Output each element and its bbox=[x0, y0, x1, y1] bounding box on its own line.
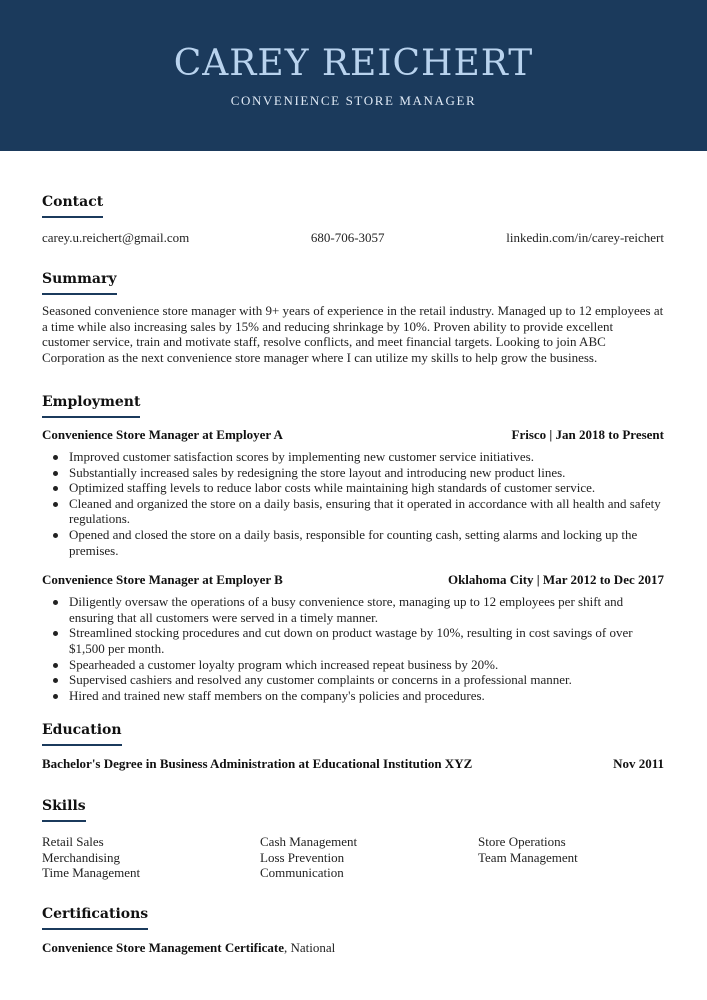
education-section bbox=[42, 721, 664, 772]
certification-name: Convenience Store Management Certificate bbox=[42, 940, 284, 955]
skills-list bbox=[42, 834, 664, 881]
certification-entry bbox=[42, 940, 664, 956]
contact-email[interactable]: carey.u.reichert@gmail.com bbox=[42, 230, 190, 245]
job-bullet: Cleaned and organized the store on a daily basis, ensuring that it operated in accordance with all health and safety regulations. bbox=[42, 496, 664, 527]
section-heading-summary: Summary bbox=[42, 271, 117, 287]
job-bullet: Diligently oversaw the operations of a busy convenience store, managing up to 12 employees per shift and ensuring that all customers were served in a timely manner. bbox=[42, 594, 664, 625]
section-heading-skills: Skills bbox=[42, 798, 86, 814]
heading-underline bbox=[42, 416, 140, 418]
resume-header bbox=[0, 0, 707, 151]
job-bullet: Optimized staffing levels to reduce labor costs while maintaining high standards of customer service. bbox=[42, 480, 664, 496]
job-bullet: Streamlined stocking procedures and cut down on product wastage by 10%, resulting in cost savings of over $1,500 per month. bbox=[42, 625, 664, 656]
heading-underline bbox=[42, 820, 86, 822]
section-heading-employment: Employment bbox=[42, 394, 141, 410]
heading-underline bbox=[42, 928, 148, 930]
heading-underline bbox=[42, 216, 103, 218]
section-heading-education: Education bbox=[42, 722, 122, 738]
skill-item: Loss Prevention bbox=[260, 849, 345, 865]
skill-item: Communication bbox=[260, 865, 344, 881]
job-bullets bbox=[42, 594, 664, 703]
job-bullet: Hired and trained new staff members on the company's policies and procedures. bbox=[42, 688, 664, 704]
job-bullet: Substantially increased sales by redesigning the store layout and introducing new product lines. bbox=[42, 465, 664, 481]
job-bullets bbox=[42, 449, 664, 558]
job-bullet: Improved customer satisfaction scores by implementing new customer service initiatives. bbox=[42, 449, 664, 465]
summary-section bbox=[42, 270, 664, 365]
skill-item: Time Management bbox=[42, 865, 141, 881]
job-bullet: Supervised cashiers and resolved any customer complaints or concerns in a professional manner. bbox=[42, 672, 664, 688]
certification-issuer: , National bbox=[284, 940, 336, 955]
skills-section bbox=[42, 797, 664, 881]
job-entry bbox=[42, 427, 664, 558]
skill-item: Store Operations bbox=[478, 834, 566, 849]
job-bullet: Opened and closed the store on a daily basis, responsible for counting cash, setting alarms and locking up the premises. bbox=[42, 527, 664, 558]
candidate-title: CONVENIENCE STORE MANAGER bbox=[230, 93, 477, 108]
heading-underline bbox=[42, 744, 122, 746]
job-location-dates: Oklahoma City | Mar 2012 to Dec 2017 bbox=[447, 572, 664, 588]
skill-item: Team Management bbox=[478, 849, 578, 865]
job-location-dates: Frisco | Jan 2018 to Present bbox=[511, 427, 664, 442]
job-entry bbox=[42, 572, 664, 703]
summary-text: Seasoned convenience store manager with 9+ years of experience in the retail industry. Managed up to 12 employees at a time while also increasing sales by 15% and reducing shrinkage by 10%. Proven ability to provide excellent customer service, train and motivate staff, resolve conflicts, and meet financial targets. Looking to join ABC Corporation as the next convenience store manager where I can utilize my skills to help grow the business. bbox=[42, 303, 664, 365]
candidate-name: CAREY REICHERT bbox=[173, 43, 534, 84]
job-role: Convenience Store Manager at Employer B bbox=[42, 572, 283, 588]
contact-section bbox=[42, 193, 664, 246]
job-bullet: Spearheaded a customer loyalty program which increased repeat business by 20%. bbox=[42, 657, 664, 673]
skill-item: Merchandising bbox=[42, 849, 120, 865]
certifications-section bbox=[42, 905, 664, 956]
skill-item: Cash Management bbox=[260, 834, 358, 849]
employment-section bbox=[42, 393, 664, 703]
skill-item: Retail Sales bbox=[42, 834, 104, 849]
section-heading-certifications: Certifications bbox=[42, 906, 149, 922]
job-role: Convenience Store Manager at Employer A bbox=[42, 427, 283, 442]
education-degree: Bachelor's Degree in Business Administration at Educational Institution XYZ bbox=[42, 756, 473, 771]
contact-phone[interactable]: 680-706-3057 bbox=[310, 230, 385, 245]
education-date: Nov 2011 bbox=[613, 756, 664, 771]
section-heading-contact: Contact bbox=[42, 194, 104, 210]
heading-underline bbox=[42, 293, 117, 295]
contact-linkedin[interactable]: linkedin.com/in/carey-reichert bbox=[506, 230, 664, 245]
